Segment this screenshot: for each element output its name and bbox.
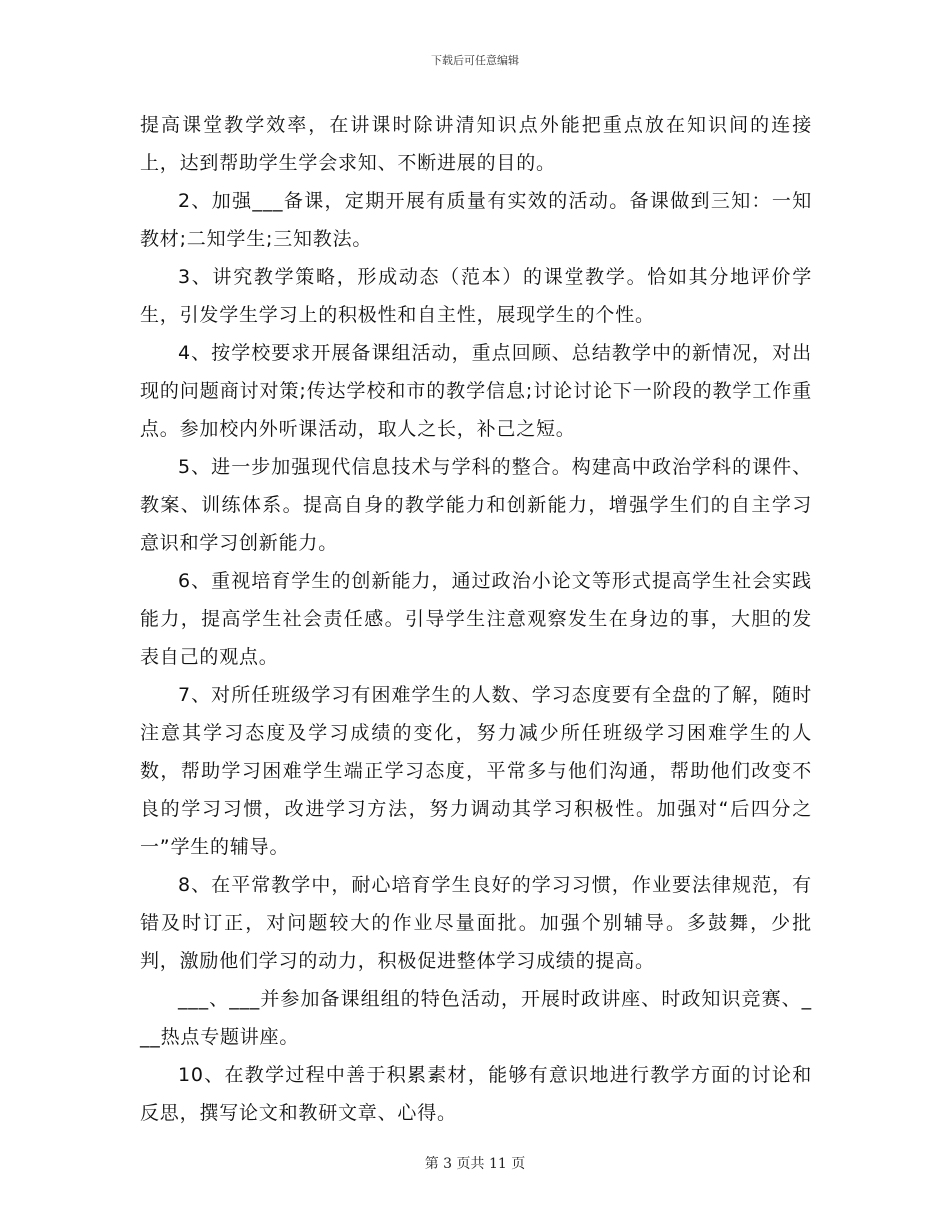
document-body (140, 106, 812, 1132)
page-header: 下载后可任意编辑 (431, 54, 519, 67)
page-footer: 第 3 页共 11 页 (424, 1156, 526, 1172)
paragraph-6: 6、重视培育学生的创新能力，通过政治小论文等形式提高学生社会实践能力，提高学生社会责任感。引导学生注意观察发生在身边的事，大胆的发表自己的观点。 (140, 570, 812, 668)
paragraph-1: 提高课堂教学效率，在讲课时除讲清知识点外能把重点放在知识间的连接上，达到帮助学生学会求知、不断进展的目的。 (140, 114, 812, 174)
paragraph-7: 7、对所任班级学习有困难学生的人数、学习态度要有全盘的了解，随时注意其学习态度及学习成绩的变化，努力减少所任班级学习困难学生的人数，帮助学习困难学生端正学习态度，平常多与他们沟通，帮助他们改变不良的学习习惯，改进学习方法，努力调动其学习积极性。加强对“后四分之一”学生的辅导。 (140, 684, 812, 858)
paragraph-2: 2、加强___备课，定期开展有质量有实效的活动。备课做到三知：一知教材;二知学生;三知教法。 (140, 190, 812, 250)
paragraph-9: ___、___并参加备课组组的特色活动，开展时政讲座、时政知识竞赛、___热点专题讲座。 (140, 988, 812, 1048)
paragraph-4: 4、按学校要求开展备课组活动，重点回顾、总结教学中的新情况，对出现的问题商讨对策;传达学校和市的教学信息;讨论讨论下一阶段的教学工作重点。参加校内外听课活动，取人之长，补己之短。 (140, 342, 812, 440)
paragraph-8: 8、在平常教学中，耐心培育学生良好的学习习惯，作业要法律规范，有错及时订正，对问题较大的作业尽量面批。加强个别辅导。多鼓舞，少批判，激励他们学习的动力，积极促进整体学习成绩的提高。 (140, 874, 812, 972)
paragraph-10: 10、在教学过程中善于积累素材，能够有意识地进行教学方面的讨论和反思，撰写论文和教研文章、心得。 (140, 1064, 812, 1124)
paragraph-3: 3、讲究教学策略，形成动态（范本）的课堂教学。恰如其分地评价学生，引发学生学习上的积极性和自主性，展现学生的个性。 (140, 266, 812, 326)
paragraph-5: 5、进一步加强现代信息技术与学科的整合。构建高中政治学科的课件、教案、训练体系。提高自身的教学能力和创新能力，增强学生们的自主学习意识和学习创新能力。 (140, 456, 812, 554)
